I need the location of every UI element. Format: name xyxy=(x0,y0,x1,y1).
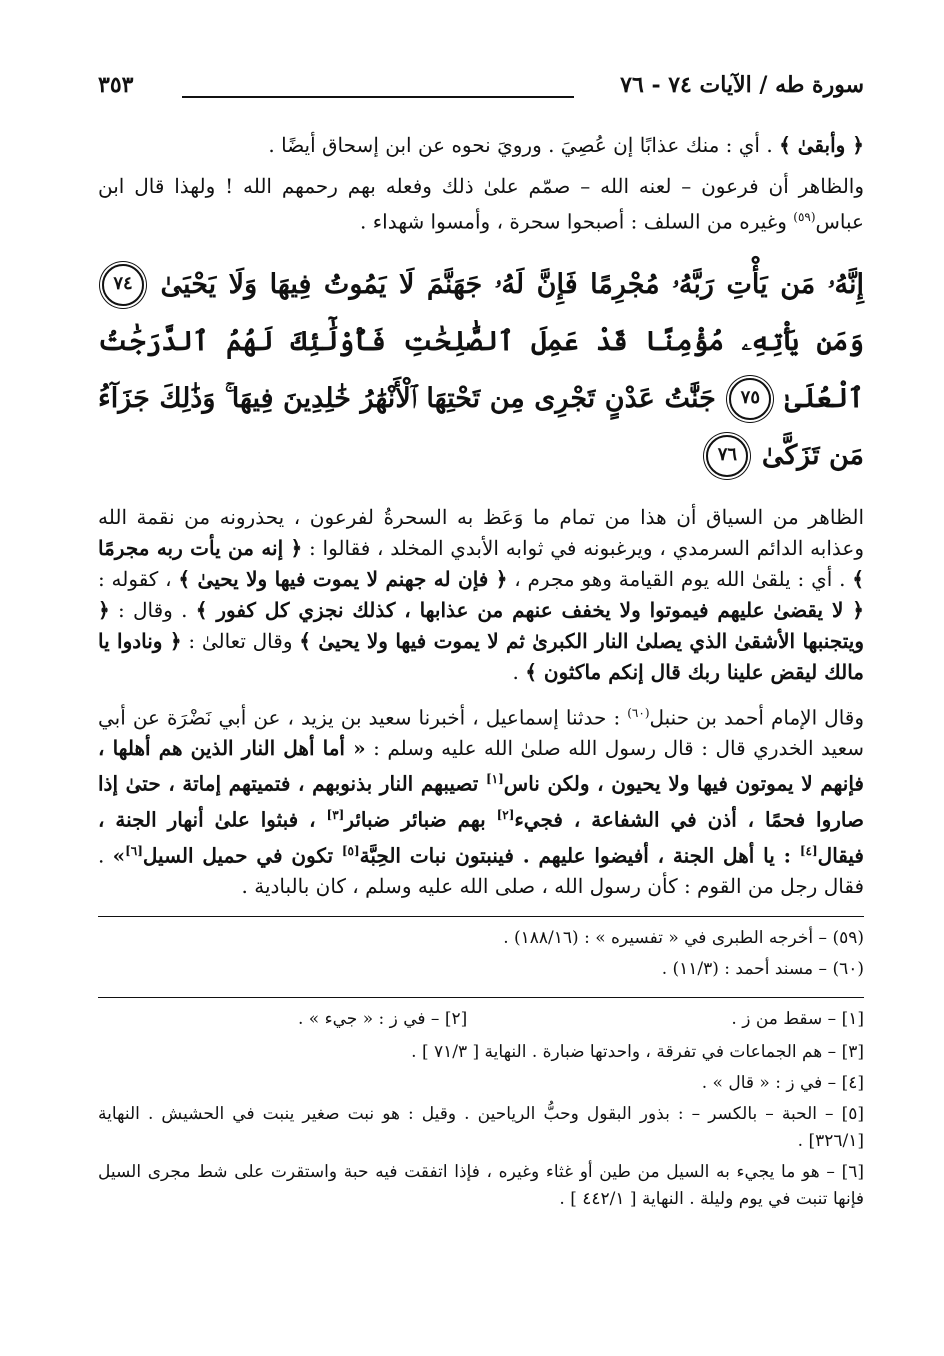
note-1: [١] – سقط من ز . xyxy=(731,1009,864,1030)
verse-number-74: ٧٤ xyxy=(102,264,144,306)
hadith-text: تصيبهم النار بذنوبهم ، فتميتهم إماتة ، حتىٰ إذا صاروا فحمًا ، أذن في الشفاعة ، فجيء xyxy=(98,771,864,832)
header-rule xyxy=(182,96,574,98)
page-body xyxy=(98,130,864,1217)
note-ref: [٣] xyxy=(326,807,345,822)
quote-text: ﴿ وأبقىٰ ﴾ xyxy=(779,133,864,157)
hadith-text: ، فبثوا علىٰ أنهار الجنة ، فيقال xyxy=(98,807,864,868)
running-title: سورة طه / الآيات ٧٤ - ٧٦ xyxy=(620,72,864,98)
text: . أي : يلقىٰ الله يوم القيامة وهو مجرم ، xyxy=(507,566,853,591)
paragraph-2 xyxy=(98,171,864,238)
text: وقال الإمام أحمد بن حنبل xyxy=(649,705,865,730)
text: ، كقوله : xyxy=(98,566,179,591)
quran-verses xyxy=(98,256,864,484)
text: والظاهر أن فرعون – لعنه الله – صمّم علىٰ ذلك وفعله بهم رحمهم الله ! ولهذا قال ابن عباس xyxy=(98,174,864,234)
text: وقال تعالىٰ : xyxy=(181,628,300,653)
page-header xyxy=(98,72,864,112)
text: . xyxy=(512,659,526,684)
paragraph-1 xyxy=(98,130,864,161)
verse-74: إِنَّهُۥ مَن يَأْتِ رَبَّهُۥ مُجْرِمًا فَإِنَّ لَهُۥ جَهَنَّمَ لَا يَمُوتُ فِيهَا وَلَا يَحْيَىٰ xyxy=(160,268,864,300)
footnote-ref: (٥٩) xyxy=(793,210,816,224)
notes-separator xyxy=(98,997,864,998)
verse-76: جَنَّٰتُ عَدْنٍ تَجْرِى مِن تَحْتِهَا ٱلْأَنْهَٰرُ خَٰلِدِينَ فِيهَا ۚ وَذَٰلِكَ جَزَآءُ مَن تَزَكَّىٰ xyxy=(98,382,864,471)
hadith-text: » xyxy=(112,843,126,868)
text: . فقال رجل من القوم : كأن رسول الله ، صلى الله عليه وسلم ، كان بالبادية . xyxy=(98,843,864,899)
note-4: [٤] – في ز : « قال » . xyxy=(701,1073,864,1094)
page-number: ٣٥٣ xyxy=(98,72,134,98)
hadith-text: تكون في حميل السيل xyxy=(142,843,342,868)
verse-75: وَمَن يَأْتِهِۦ مُؤْمِنًا قَدْ عَمِلَ ٱلصَّٰلِحَٰتِ فَأُوْلَٰٓئِكَ لَهُمُ ٱلدَّرَجَٰتُ ٱلْعُلَىٰ xyxy=(98,325,864,414)
hadith-text: : يا أهل الجنة ، أفيضوا عليهم . فينبتون نبات الحِبَّة xyxy=(359,843,800,868)
notes-row-1 xyxy=(98,1006,864,1033)
text: الظاهر من السياق أن هذا من تمام ما وَعَظ به السحرةُ لفرعون ، يحذرونه من نقمة الله وعذابه الدائم السرمدي ، ويرغبونه في ثوابه الأبدي المخلد ، فقالوا : xyxy=(98,504,864,560)
note-ref: [٦] xyxy=(125,843,143,858)
paragraph-3 xyxy=(98,502,864,688)
note-5: [٥] – الحبة – بالكسر – : بذور البقول وحبُّ الرياحين . وقيل : هو نبت صغير ينبت في الحشيش . النهاية [٣٢٦/١] . xyxy=(98,1104,864,1152)
quote-text: ﴿ ويتجنبها الأشقىٰ الذي يصلىٰ النار الكبرىٰ ثم لا يموت فيها ولا يحيىٰ ﴾ xyxy=(98,597,865,653)
text: . وقال : xyxy=(109,597,196,622)
quote-text: ﴿ إنه من يأت ربه مجرمًا ﴾ xyxy=(98,535,864,591)
quote-text: ﴿ فإن له جهنم لا يموت فيها ولا يحيىٰ ﴾ xyxy=(178,566,508,591)
quote-text: ﴿ ونادوا يا مالك ليقض علينا ربك قال إنكم ماكثون ﴾ xyxy=(98,628,864,684)
text: : حدثنا إسماعيل ، أخبرنا سعيد بن يزيد ، عن أبي نَضْرَة عن أبي سعيد الخدري قال : قال رسول الله صلىٰ الله عليه وسلم : xyxy=(98,705,864,761)
note-3: [٣] – هم الجماعات في تفرقة ، واحدتها ضبارة . النهاية [ ٧١/٣ ] . xyxy=(411,1042,864,1063)
footnote-59: (٥٩) – أخرجه الطبرى في « تفسيره » : (١٨٨/١٦) . xyxy=(503,928,864,949)
verse-number-76: ٧٦ xyxy=(706,435,748,477)
paragraph-4 xyxy=(98,698,864,903)
note-6: [٦] – هو ما يجيء به السيل من طين أو غثاء وغيره ، فإذا اتفقت فيه حبة واستقرت على شط مجرى السيل فإنها تنبت في يوم وليلة . النهاية [ ٤٤٢/١ ] . xyxy=(98,1162,864,1210)
verse-number-75: ٧٥ xyxy=(729,378,771,420)
note-ref: [٢] xyxy=(496,807,515,822)
hadith-text: « أما أهل النار الذين هم أهلها ، فإنهم لا يموتون فيها ولا يحيون ، ولكن ناس xyxy=(98,736,864,796)
footnote-60: (٦٠) – مسند أحمد : (١١/٣) . xyxy=(661,959,864,980)
quote-text: ﴿ لا يقضىٰ عليهم فيموتوا ولا يخفف عنهم من عذابها ، كذلك نجزي كل كفور ﴾ xyxy=(195,597,864,622)
hadith-text: بهم ضبائر ضبائر xyxy=(344,807,497,832)
note-ref: [١] xyxy=(485,772,504,787)
text: . أي : منك عذابًا إن عُصِيَ . ورويَ نحوه عن ابن إسحاق أيضًا . xyxy=(268,133,780,157)
text: وغيره من السلف : أصبحوا سحرة ، وأمسوا شهداء . xyxy=(360,209,794,234)
footnote-separator xyxy=(98,916,864,917)
footnote-ref: (٦٠) xyxy=(627,705,650,720)
note-2: [٢] – في ز : « جيء » . xyxy=(298,1009,468,1030)
note-ref: [٥] xyxy=(341,843,360,858)
note-ref: [٤] xyxy=(799,843,818,858)
